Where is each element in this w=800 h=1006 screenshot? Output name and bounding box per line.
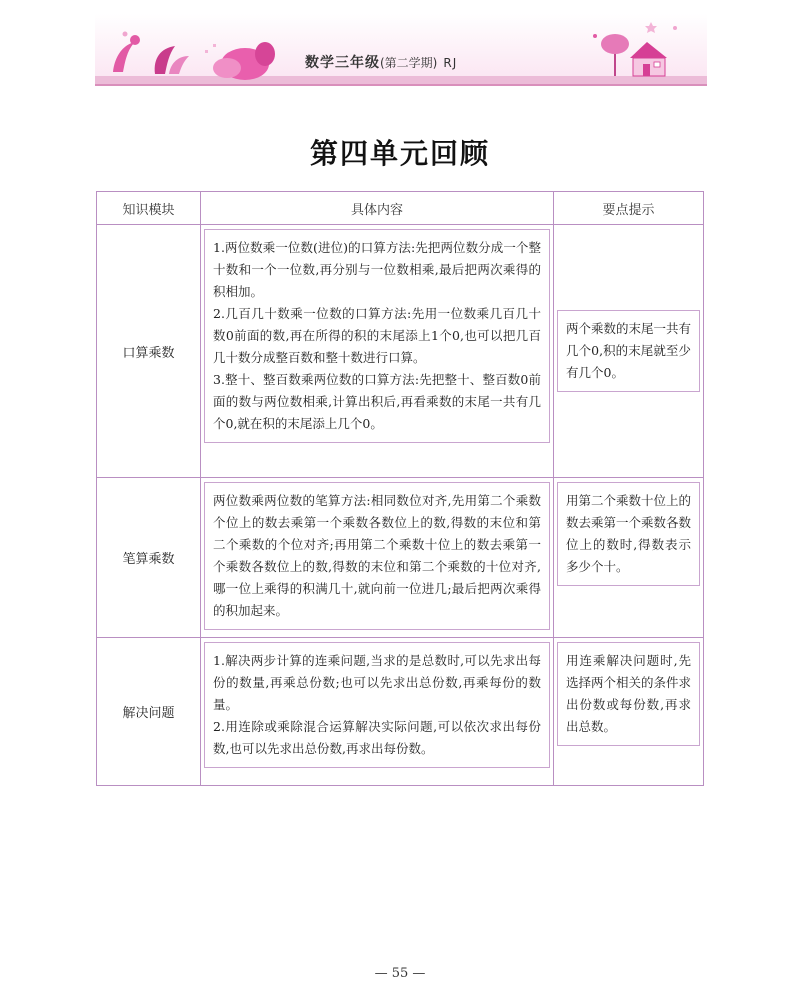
- house-icon: [630, 42, 667, 76]
- content-cell: [201, 638, 554, 786]
- content-box: [204, 642, 550, 768]
- content-paragraph: 3.整十、整百数乘两位数的口算方法:先把整十、整百数0前面的数与两位数相乘,计算出积后,再看乘数的末尾一共有几个0,就在积的末尾添上几个0。: [213, 372, 541, 431]
- tip-cell: [554, 225, 704, 478]
- content-paragraph: 1.两位数乘一位数(进位)的口算方法:先把两位数分成一个整十数和一个一位数,再分别与一位数相乘,最后把两次乘得的积相加。: [213, 240, 541, 299]
- content-paragraph: 2.用连除或乘除混合运算解决实际问题,可以依次求出每份数,也可以先求出总份数,再求出每份数。: [213, 719, 541, 756]
- header-module: 知识模块: [97, 192, 201, 225]
- module-cell: 口算乘数: [97, 225, 201, 478]
- bush-icon: [205, 42, 275, 80]
- page-number: — 55 —: [374, 966, 426, 981]
- tip-cell: [554, 478, 704, 638]
- page-title: 第四单元回顾: [309, 137, 490, 170]
- content-paragraph: 两位数乘两位数的笔算方法:相同数位对齐,先用第二个乘数个位上的数去乘第一个乘数各数位上的数,得数的末位和第二个乘数的个位对齐;再用第二个乘数十位上的数去乘第一个乘数各数位上的数,得数的末位和第二个乘数的十位对齐,哪一位上乘得的积满几十,就向前一位进几;最后把两次乘得的积加起来。: [213, 493, 541, 618]
- content-cell: [201, 478, 554, 638]
- table-header-row: [97, 192, 704, 225]
- header-banner: [95, 14, 707, 86]
- tip-cell: [554, 638, 704, 786]
- table-row: [97, 225, 704, 478]
- flower-icon: [113, 32, 140, 73]
- content-paragraph: 2.几百几十数乘一位数的口算方法:先用一位数乘几百几十数0前面的数,再在所得的积的末尾添上1个0,也可以把几百几十数分成整百数和整十数进行口算。: [213, 306, 541, 365]
- tip-box: 用连乘解决问题时,先选择两个相关的条件求出份数或每份数,再求出总数。: [557, 642, 700, 746]
- module-cell: 笔算乘数: [97, 478, 201, 638]
- header-content: 具体内容: [201, 192, 554, 225]
- tree-icon: [601, 34, 629, 76]
- content-box: [204, 229, 550, 443]
- content-paragraph: 1.解决两步计算的连乘问题,当求的是总数时,可以先求出每份的数量,再乘总份数;也可以先求出总份数,再乘每份的数量。: [213, 653, 541, 712]
- edition-tag: RJ: [443, 56, 458, 70]
- header-decoration: [95, 14, 707, 86]
- content-box: [204, 482, 550, 630]
- content-cell: [201, 225, 554, 478]
- table-row: [97, 478, 704, 638]
- module-cell: 解决问题: [97, 638, 201, 786]
- header-tip: 要点提示: [554, 192, 704, 225]
- sparkle-icon: [593, 22, 677, 38]
- tip-box: 用第二个乘数十位上的数去乘第一个乘数各数位上的数时,得数表示多少个十。: [557, 482, 700, 586]
- tip-box: 两个乘数的末尾一共有几个0,积的末尾就至少有几个0。: [557, 310, 700, 392]
- review-table: [96, 191, 704, 786]
- semester-label: (第二学期): [380, 56, 438, 70]
- leaf-icon: [155, 46, 189, 74]
- header-title: [305, 52, 457, 72]
- table-row: [97, 638, 704, 786]
- book-title: 数学三年级: [305, 55, 380, 71]
